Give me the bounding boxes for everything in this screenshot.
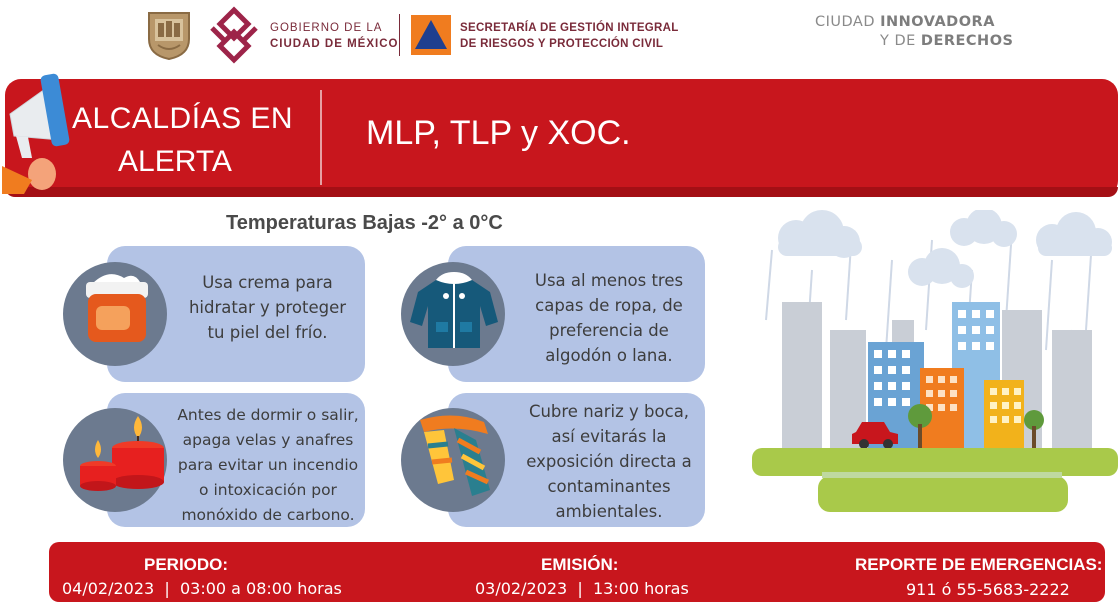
alert-divider [320, 90, 322, 185]
emision-value: 03/02/2023 | 13:00 horas [475, 579, 689, 598]
periodo-value: 04/02/2023 | 03:00 a 08:00 horas [62, 579, 342, 598]
header-divider [399, 14, 400, 56]
reporte-value: 911 ó 55-5683-2222 [906, 580, 1070, 599]
cdmx-logo-icon [204, 6, 264, 64]
cream-jar-icon [78, 268, 156, 352]
alert-value: MLP, TLP y XOC. [366, 114, 631, 152]
tip-text-scarf: Cubre nariz y boca, así evitarás la exposición directa a contaminantes ambientales. [526, 402, 692, 521]
tip-text-jacket: Usa al menos tres capas de ropa, de preferencia de algodón o lana. [534, 271, 684, 365]
tip-text-candles: Antes de dormir o salir, apaga velas y anafres para evitar un incendio o intoxicación por monóxido de carbono. [177, 406, 359, 524]
scarf-icon [414, 410, 498, 502]
jacket-icon [406, 270, 502, 354]
alert-title-line2: ALERTA [118, 145, 232, 178]
tip-text-cream: Usa crema para hidratar y proteger tu piel del frío. [188, 273, 347, 342]
slogan-line2: Y DE DERECHOS [880, 33, 1014, 49]
alert-title-line1: ALCALDÍAS EN [72, 102, 294, 135]
slogan-line1: CIUDAD INNOVADORA [815, 14, 995, 30]
megaphone-icon [2, 62, 80, 194]
header [0, 0, 1120, 70]
periodo-label: PERIODO: [144, 555, 229, 574]
emision-label: EMISIÓN: [541, 555, 619, 574]
gov-line1: GOBIERNO DE LA [270, 22, 383, 34]
coat-of-arms-icon [146, 9, 192, 61]
rainy-city-illustration [752, 210, 1118, 526]
sgirpc-line2: DE RIESGOS Y PROTECCIÓN CIVIL [460, 38, 664, 50]
civil-protection-icon [410, 14, 452, 56]
candles-icon [76, 414, 172, 494]
sgirpc-line1: SECRETARÍA DE GESTIÓN INTEGRAL [460, 22, 679, 34]
temperature-heading: Temperaturas Bajas -2° a 0°C [226, 212, 503, 234]
gov-line2: CIUDAD DE MÉXICO [270, 38, 399, 50]
reporte-label: REPORTE DE EMERGENCIAS: [855, 555, 1103, 574]
